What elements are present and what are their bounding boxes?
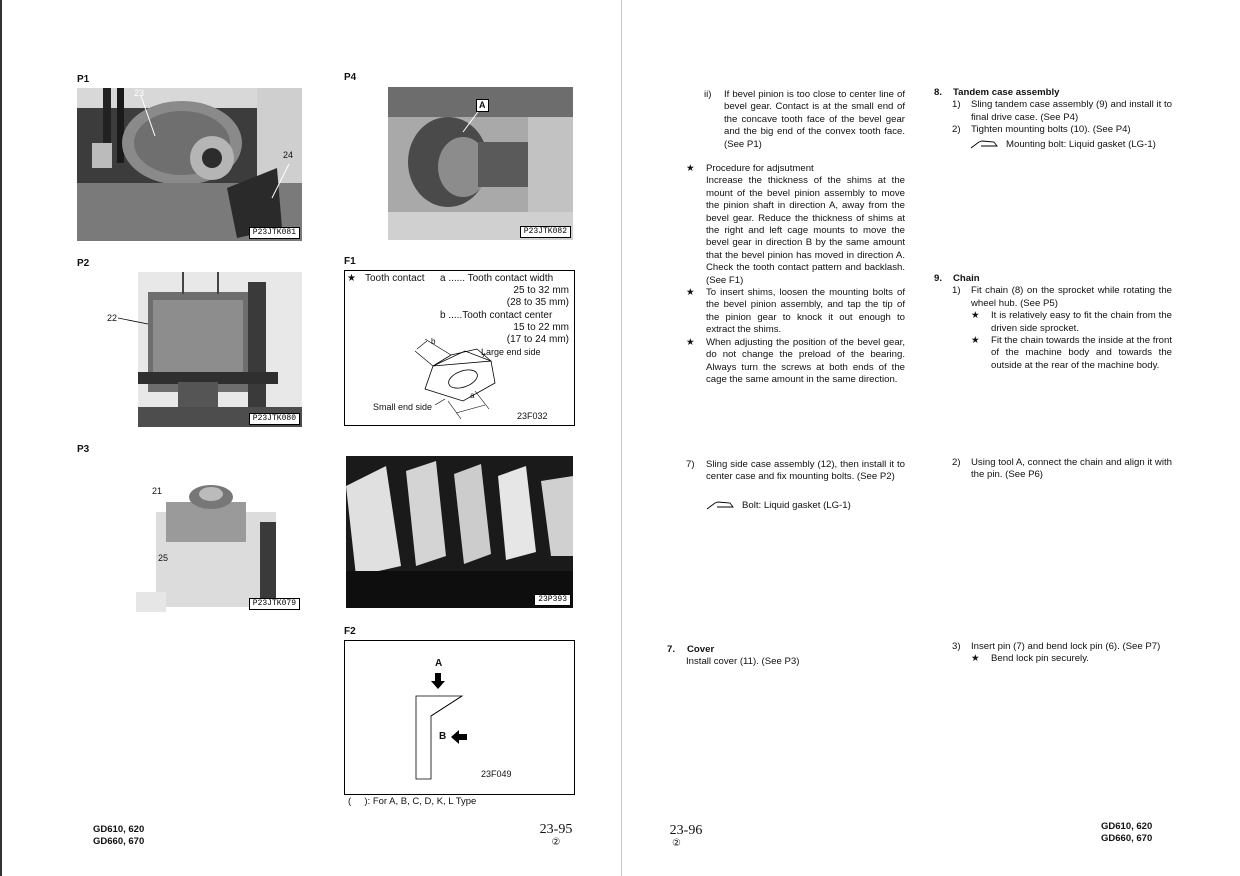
section-9-step-3-line [952, 641, 1172, 653]
footer-page-left [528, 822, 584, 848]
photo-p4-tandem-case [388, 87, 573, 240]
section-7-text: Install cover (11). (See P3) [686, 656, 800, 668]
figure-label-f1: F1 [344, 256, 356, 267]
f1-dim-a: a [470, 391, 475, 400]
section-9-chain [934, 273, 1172, 372]
section-8-heading [934, 87, 1172, 99]
figure-f1-tooth-contact [344, 270, 575, 426]
section-7-heading [667, 644, 907, 656]
f1-a-mm-paren: (28 to 35 mm) [506, 297, 569, 308]
section-9-step-2 [952, 457, 1172, 482]
figure-label-f2: F2 [344, 626, 356, 637]
section-9-step-2-text: Using tool A, connect the chain and align it with the pin. (See P6) [971, 457, 1172, 481]
section-7-num: 7. [667, 644, 676, 655]
section-8-num: 8. [934, 87, 943, 98]
section-7-cover [667, 644, 907, 669]
callout-22: 22 [107, 313, 118, 323]
section-9-step-1 [952, 285, 1172, 310]
page-revision-right: ② [672, 838, 681, 849]
procedure-title: Procedure for adjsutment [706, 163, 814, 174]
photo-code-gear: 23P393 [534, 594, 571, 606]
section-9-step-1-note-2 [971, 335, 1172, 372]
f1-star: ★ [347, 273, 356, 284]
step-7-num: 7) [686, 459, 695, 470]
f1-b-line: b .....Tooth contact center [440, 310, 553, 321]
f1-code: 23F032 [517, 411, 548, 421]
f1-large-end-label: Large end side [481, 347, 541, 357]
page-revision-left: ② [551, 837, 561, 848]
callout-23: 23 [134, 88, 145, 98]
section-8-step-1-text: Sling tandem case assembly (9) and install it to final drive case. (See P4) [971, 99, 1172, 123]
section-8-step-2-num: 2) [952, 124, 961, 136]
photo-p2-art [138, 272, 302, 427]
liquid-gasket-icon [970, 139, 998, 149]
figure-f2-direction-diagram [344, 640, 575, 795]
photo-label-p3: P3 [77, 444, 90, 455]
footer-model-right-2: GD660, 670 [1101, 833, 1153, 844]
section-7-title: Cover [687, 644, 715, 655]
section-9-note-1-text: It is relatively easy to fit the chain from the driven side sprocket. [991, 310, 1172, 334]
f1-small-end-label: Small end side [373, 402, 433, 412]
section-8-step-1 [952, 99, 1172, 124]
photo-gear-art [346, 456, 573, 608]
photo-code-p2: P23JTK080 [249, 413, 300, 425]
section-8-tandem [934, 87, 1172, 151]
step-7 [686, 459, 905, 484]
callout-A: A [476, 99, 489, 112]
footer-model-left-1: GD610, 620 [93, 824, 145, 835]
procedure-text: Increase the thickness of the shims at the mount of the bevel pinion assembly to move the pinion shaft in direction A, away from the bevel gear. Reduce the thickness of shims at the right and left cage mounts to move the bevel gear in direction B by the same amount that the bevel pinion has moved in direction A. Check the tooth contact pattern and backlash. (See F1) [706, 175, 905, 286]
section-8-step-1-num: 1) [952, 99, 961, 111]
type-note-text: ): For A, B, C, D, K, L Type [364, 796, 477, 807]
photo-gear-teeth [346, 456, 573, 608]
f1-b-mm: 15 to 22 mm [513, 322, 569, 333]
f2-code: 23F049 [481, 769, 512, 779]
section-9-step-1-note-1 [971, 310, 1172, 335]
shims-star: ★ [686, 287, 695, 298]
shims-text: To insert shims, loosen the mounting bolts of the bevel pinion assembly, and tap the tip of the pinion gear to knock it out enough to extract the shims. [706, 287, 905, 336]
f1-b-mm-paren: (17 to 24 mm) [506, 334, 569, 345]
photo-p2-side-case [138, 272, 302, 427]
procedure-block [686, 163, 905, 287]
photo-p1-art [77, 88, 302, 241]
f2-diagram [345, 641, 574, 794]
section-9-step-3-note-text: Bend lock pin securely. [991, 653, 1089, 665]
liquid-gasket-icon [706, 500, 734, 510]
f1-title: Tooth contact [365, 273, 425, 284]
photo-label-p1: P1 [77, 74, 90, 85]
section-9-num: 9. [934, 273, 943, 284]
bolt-note-text: Bolt: Liquid gasket (LG-1) [742, 500, 851, 511]
f1-a-mm: 25 to 32 mm [513, 285, 569, 296]
section-9-note-2-text: Fit the chain towards the inside at the front of the machine body and towards the outside at the rear of the machine body. [991, 335, 1172, 371]
page-left-edge [0, 0, 2, 876]
page-divider [621, 0, 622, 876]
callout-25: 25 [158, 553, 169, 563]
f2-label-b: B [439, 731, 447, 742]
section-9-step-2-num: 2) [952, 457, 961, 468]
procedure-star: ★ [686, 163, 695, 174]
section-9-step-3-star: ★ [971, 653, 980, 665]
section-9-note-2-star: ★ [971, 335, 980, 347]
page-number-right: 23-96 [669, 823, 703, 838]
photo-code-p4: P23JTK082 [520, 226, 571, 238]
bolt-note [706, 500, 906, 512]
f1-a-line: a ...... Tooth contact width [440, 273, 554, 284]
footer-model-left-2: GD660, 670 [93, 836, 145, 847]
type-note-paren: ( [348, 796, 352, 807]
section-9-note-1-star: ★ [971, 310, 980, 322]
procedure-body [706, 163, 905, 287]
step-ii-num: ii) [704, 89, 712, 100]
f2-label-a: A [435, 658, 443, 669]
section-8-step-2-text: Tighten mounting bolts (10). (See P4) [971, 124, 1131, 136]
photo-label-p4: P4 [344, 72, 357, 83]
mounting-bolt-note [970, 139, 1172, 151]
section-9-step-1-num: 1) [952, 285, 961, 297]
section-9-title: Chain [953, 273, 980, 284]
section-9-heading [934, 273, 1172, 285]
section-8-step-2 [952, 124, 1172, 136]
step-ii [704, 89, 905, 151]
step-7-text: Sling side case assembly (12), then install it to center case and fix mounting bolts. (See P2) [706, 459, 905, 483]
adjust-text: When adjusting the position of the bevel gear, do not change the preload of the bearing. Always turn the screws at both ends of the cage the same amount in the same direction. [706, 337, 905, 386]
footer-model-right-1: GD610, 620 [1101, 821, 1153, 832]
photo-code-p3: P23JTK079 [249, 598, 300, 610]
callout-21: 21 [152, 486, 163, 496]
section-9-step-1-text: Fit chain (8) on the sprocket while rotating the wheel hub. (See P5) [971, 285, 1172, 309]
section-9-step-3 [952, 641, 1172, 666]
photo-p1-bevel-gear [77, 88, 302, 241]
adjust-star: ★ [686, 337, 695, 348]
section-8-title: Tandem case assembly [953, 87, 1060, 98]
adjust-note [686, 337, 905, 387]
mounting-bolt-note-text: Mounting bolt: Liquid gasket (LG-1) [1006, 138, 1156, 150]
section-9-step-3-note [971, 653, 1172, 665]
footer-page-right [664, 823, 708, 849]
step-ii-text: If bevel pinion is too close to center line of bevel gear. Contact is at the small end of the concave tooth face of the bevel gear and the big end of the convex tooth face. (See P1) [724, 89, 905, 150]
callout-24: 24 [283, 150, 294, 160]
section-9-step-3-num: 3) [952, 641, 961, 652]
page-number-left: 23-95 [539, 822, 573, 837]
photo-code-p1: P23JTK081 [249, 227, 300, 239]
type-note [348, 796, 476, 807]
section-9-step-3-text: Insert pin (7) and bend lock pin (6). (See P7) [971, 641, 1161, 652]
photo-label-p2: P2 [77, 258, 90, 269]
shims-note [686, 287, 905, 337]
callout-22-leader [118, 315, 150, 327]
f1-dim-b: b [431, 337, 436, 346]
